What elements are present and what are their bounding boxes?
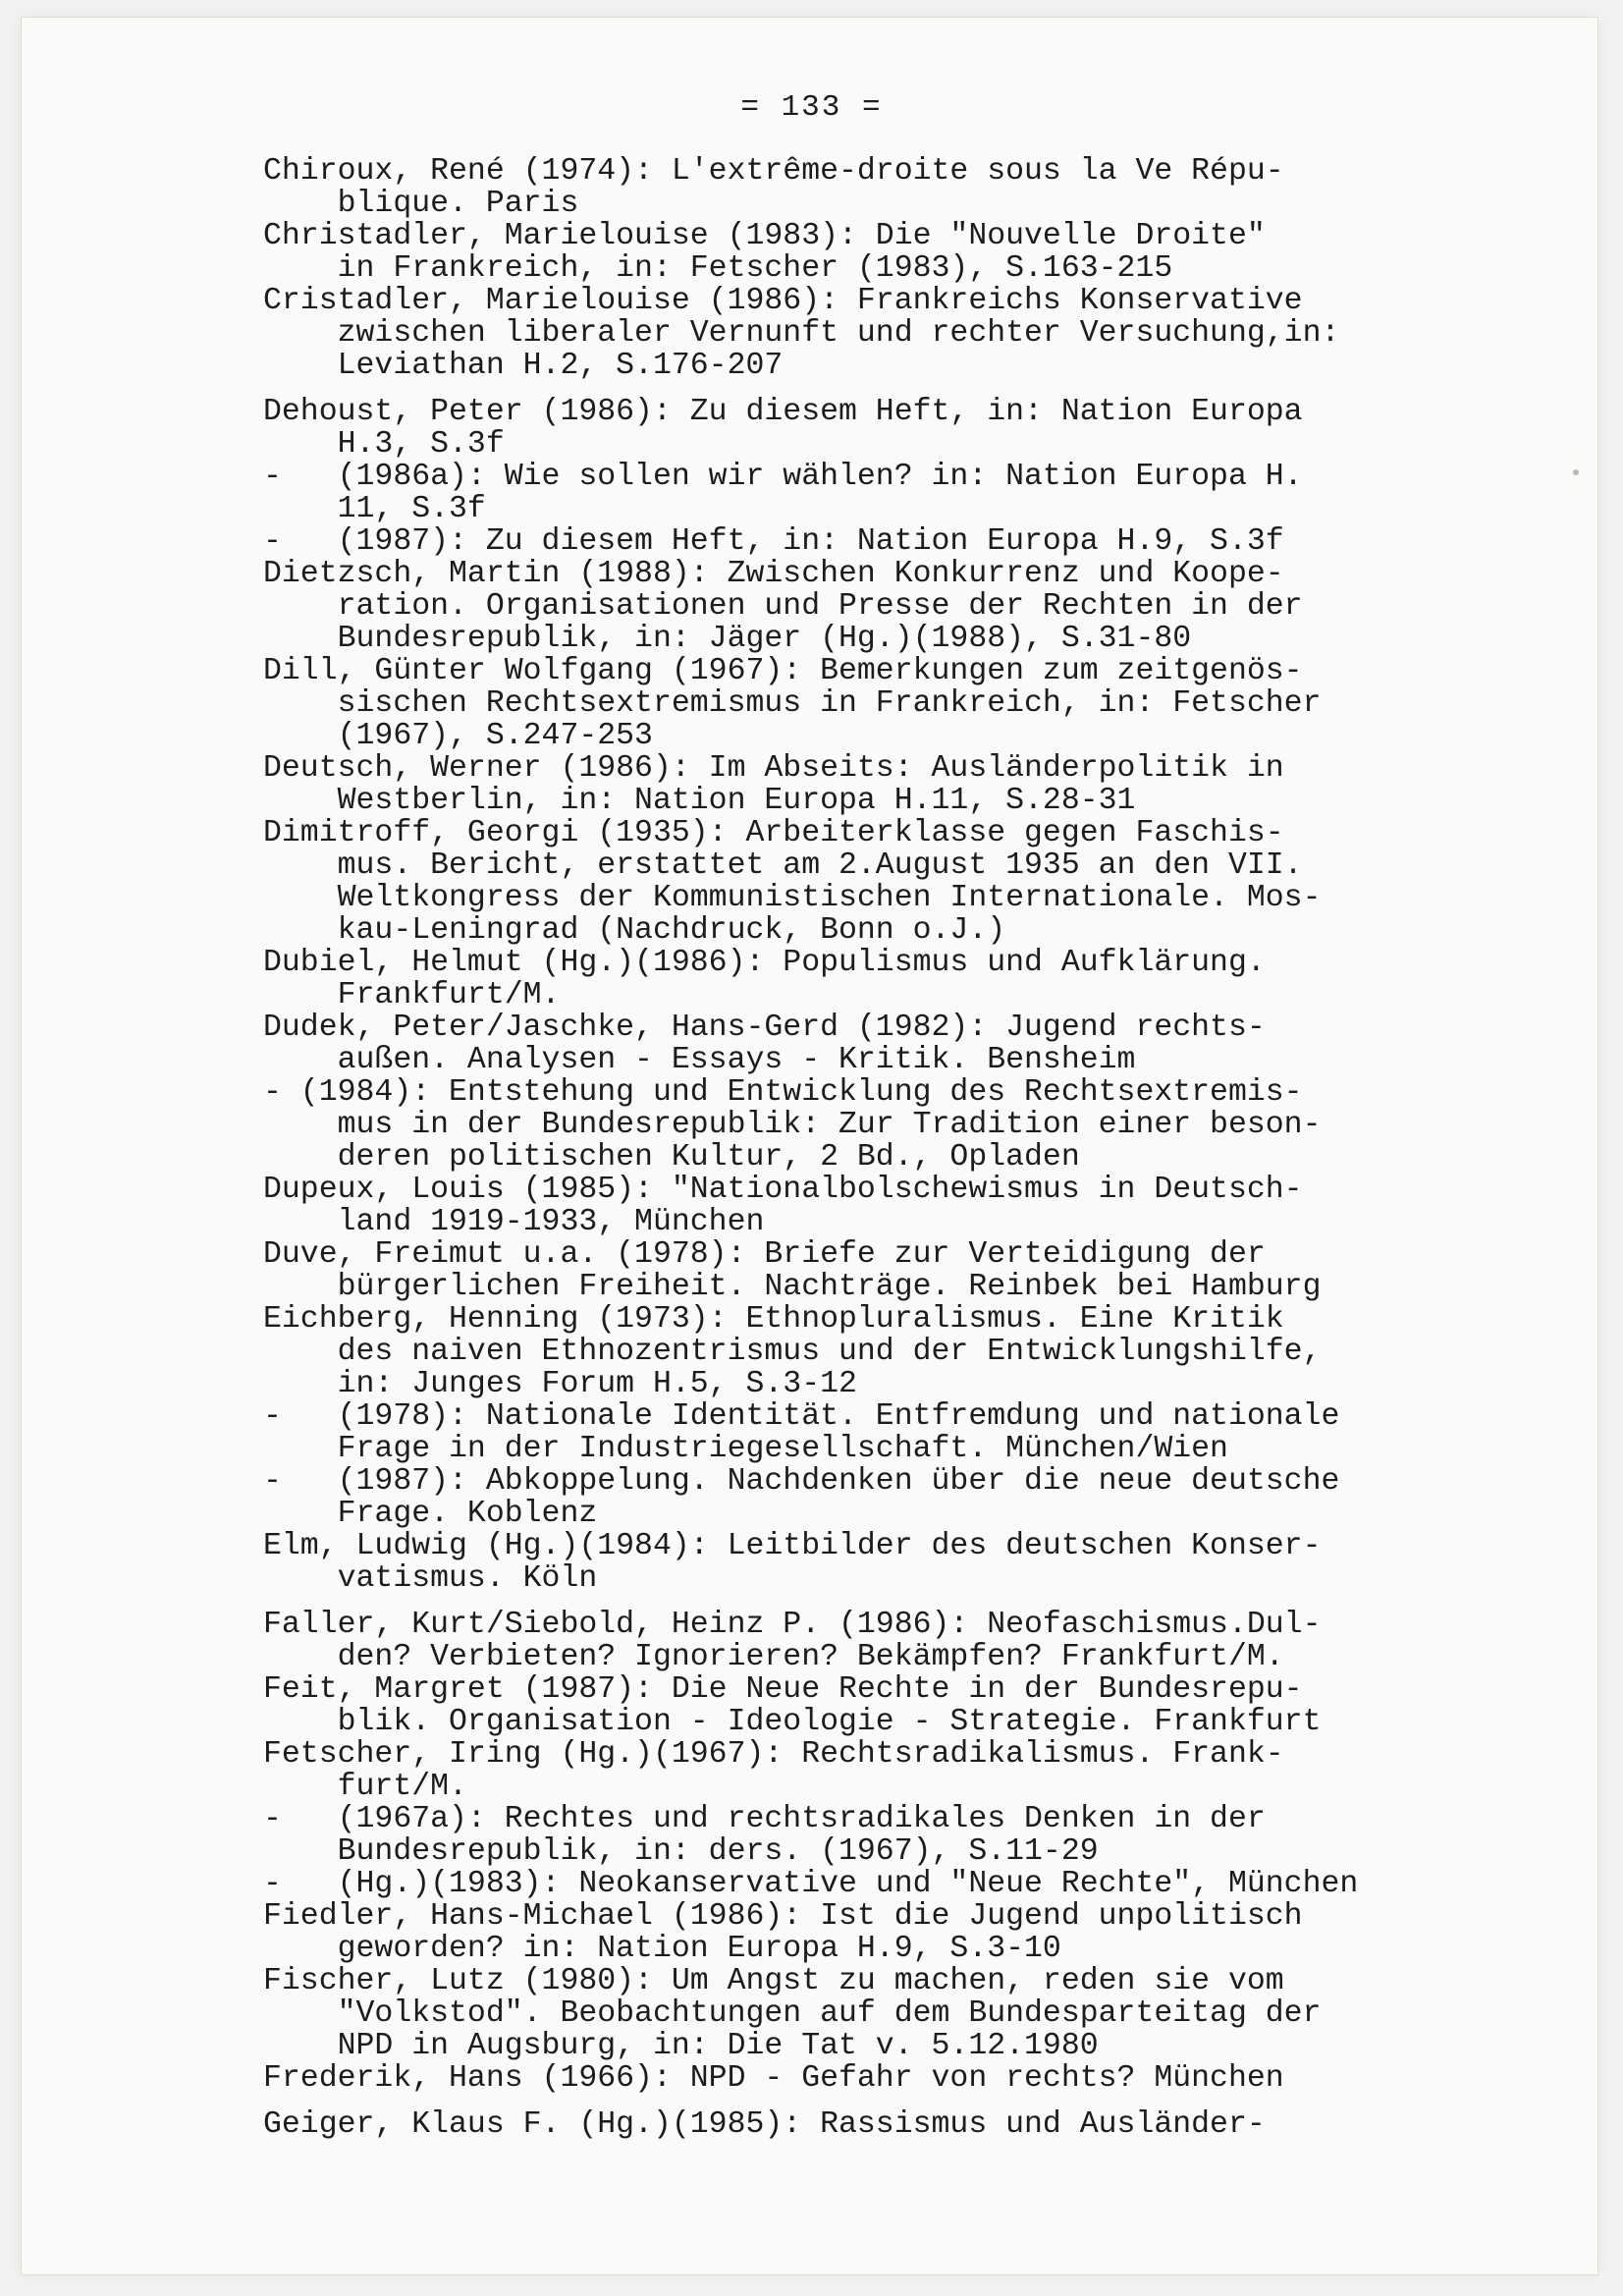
entry-line: NPD in Augsburg, in: Die Tat v. 5.12.1980	[263, 2029, 1099, 2063]
entry-line: Dupeux, Louis (1985): "Nationalbolschewismus in Deutsch-	[263, 1173, 1303, 1207]
entry-line: Frage in der Industriegesellschaft. München/Wien	[263, 1432, 1228, 1466]
entry-line: "Volkstod". Beobachtungen auf dem Bundesparteitag der	[263, 1996, 1322, 2031]
bibliography-entry	[263, 1738, 1422, 1803]
bibliography-entry	[263, 1530, 1422, 1595]
bibliography-entry	[263, 396, 1422, 461]
bibliography-entry	[263, 1673, 1422, 1738]
entry-line: geworden? in: Nation Europa H.9, S.3-10	[263, 1932, 1061, 1966]
entry-line: Duve, Freimut u.a. (1978): Briefe zur Verteidigung der	[263, 1237, 1266, 1272]
entry-line: Feit, Margret (1987): Die Neue Rechte in der Bundesrepu-	[263, 1672, 1303, 1707]
entry-line: Dubiel, Helmut (Hg.)(1986): Populismus und Aufklärung.	[263, 946, 1266, 980]
entry-line: Leviathan H.2, S.176-207	[263, 349, 784, 383]
entry-line: - (1987): Zu diesem Heft, in: Nation Europa H.9, S.3f	[263, 524, 1284, 559]
page-number: = 133 =	[740, 90, 883, 125]
bibliography-entry	[263, 1174, 1422, 1238]
entry-line: ration. Organisationen und Presse der Rechten in der	[263, 589, 1303, 624]
entry-line: Chiroux, René (1974): L'extrême-droite sous la Ve Répu-	[263, 154, 1284, 189]
entry-line: blique. Paris	[263, 187, 579, 221]
bibliography-entry	[263, 1465, 1422, 1530]
entry-line: sischen Rechtsextremismus in Frankreich, in: Fetscher	[263, 686, 1322, 721]
entry-line: Weltkongress der Kommunistischen Internationale. Mos-	[263, 881, 1322, 915]
bibliography-entry	[263, 817, 1422, 947]
entry-line: - (Hg.)(1983): Neokanservative und "Neue Rechte", München	[263, 1867, 1359, 1901]
bibliography-entry	[263, 1803, 1422, 1868]
entry-line: Westberlin, in: Nation Europa H.11, S.28-31	[263, 784, 1136, 818]
entry-line: Dimitroff, Georgi (1935): Arbeiterklasse gegen Faschis-	[263, 816, 1284, 850]
entry-line: Faller, Kurt/Siebold, Heinz P. (1986): Neofaschismus.Dul-	[263, 1608, 1322, 1642]
entry-line: Frage. Koblenz	[263, 1497, 598, 1531]
entry-line: Bundesrepublik, in: Jäger (Hg.)(1988), S.31-80	[263, 622, 1192, 656]
entry-line: bürgerlichen Freiheit. Nachträge. Reinbek bei Hamburg	[263, 1270, 1322, 1304]
bibliography-entry	[263, 1400, 1422, 1465]
bibliography-entry	[263, 1076, 1422, 1174]
entry-line: Fiedler, Hans-Michael (1986): Ist die Jugend unpolitisch	[263, 1899, 1303, 1934]
bibliography-entry	[263, 1868, 1422, 1900]
bibliography-list	[263, 155, 1422, 2141]
entry-line: - (1967a): Rechtes und rechtsradikales Denken in der	[263, 1802, 1266, 1836]
entry-line: land 1919-1933, München	[263, 1205, 765, 1239]
bibliography-entry	[263, 155, 1422, 220]
bibliography-entry	[263, 285, 1422, 382]
bibliography-entry	[263, 461, 1422, 525]
entry-line: Fetscher, Iring (Hg.)(1967): Rechtsradikalismus. Frank-	[263, 1737, 1284, 1772]
entry-line: mus. Bericht, erstattet am 2.August 1935 an den VII.	[263, 848, 1303, 883]
entry-line: den? Verbieten? Ignorieren? Bekämpfen? Frankfurt/M.	[263, 1640, 1284, 1674]
entry-line: furt/M.	[263, 1770, 467, 1804]
entry-line: H.3, S.3f	[263, 427, 505, 462]
entry-line: Cristadler, Marielouise (1986): Frankreichs Konservative	[263, 284, 1303, 318]
bibliography-entry	[263, 752, 1422, 817]
bibliography-entry	[263, 1303, 1422, 1400]
entry-line: kau-Leningrad (Nachdruck, Bonn o.J.)	[263, 913, 1006, 948]
entry-line: in Frankreich, in: Fetscher (1983), S.163-215	[263, 251, 1173, 286]
entry-line: Fischer, Lutz (1980): Um Angst zu machen, reden sie vom	[263, 1964, 1284, 1998]
bibliography-entry	[263, 1011, 1422, 1076]
entry-line: vatismus. Köln	[263, 1561, 598, 1596]
bibliography-entry	[263, 1238, 1422, 1303]
bibliography-entry	[263, 947, 1422, 1011]
entry-line: Geiger, Klaus F. (Hg.)(1985): Rassismus und Ausländer-	[263, 2107, 1266, 2142]
entry-line: Deutsch, Werner (1986): Im Abseits: Ausländerpolitik in	[263, 751, 1284, 786]
entry-line: Frankfurt/M.	[263, 978, 561, 1012]
entry-line: Eichberg, Henning (1973): Ethnopluralismus. Eine Kritik	[263, 1302, 1284, 1337]
bibliography-entry	[263, 2108, 1422, 2141]
bibliography-entry	[263, 1609, 1422, 1673]
bibliography-entry	[263, 525, 1422, 558]
entry-line: Bundesrepublik, in: ders. (1967), S.11-29	[263, 1834, 1099, 1869]
entry-line: - (1984): Entstehung und Entwicklung des Rechtsextremis-	[263, 1075, 1303, 1110]
bibliography-entry	[263, 2062, 1422, 2095]
entry-line: Dill, Günter Wolfgang (1967): Bemerkungen zum zeitgenös-	[263, 654, 1303, 688]
bibliography-entry	[263, 655, 1422, 752]
entry-line: Elm, Ludwig (Hg.)(1984): Leitbilder des deutschen Konser-	[263, 1529, 1322, 1563]
paper-speck	[1573, 469, 1579, 475]
entry-line: in: Junges Forum H.5, S.3-12	[263, 1367, 857, 1401]
entry-line: außen. Analysen - Essays - Kritik. Bensheim	[263, 1043, 1136, 1077]
bibliography-entry	[263, 1900, 1422, 1965]
entry-line: - (1986a): Wie sollen wir wählen? in: Nation Europa H.	[263, 460, 1303, 494]
entry-line: Christadler, Marielouise (1983): Die "Nouvelle Droite"	[263, 219, 1266, 253]
bibliography-entry	[263, 1965, 1422, 2062]
entry-line: mus in der Bundesrepublik: Zur Tradition einer beson-	[263, 1108, 1322, 1142]
entry-line: deren politischen Kultur, 2 Bd., Opladen	[263, 1140, 1080, 1175]
entry-line: - (1978): Nationale Identität. Entfremdung und nationale	[263, 1399, 1340, 1434]
entry-line: - (1987): Abkoppelung. Nachdenken über die neue deutsche	[263, 1464, 1340, 1499]
bibliography-entry	[263, 558, 1422, 655]
entry-line: Dietzsch, Martin (1988): Zwischen Konkurrenz und Koope-	[263, 557, 1284, 591]
entry-line: zwischen liberaler Vernunft und rechter Versuchung,in:	[263, 316, 1340, 351]
entry-line: Dudek, Peter/Jaschke, Hans-Gerd (1982): Jugend rechts-	[263, 1011, 1266, 1045]
bibliography-entry	[263, 220, 1422, 285]
entry-line: des naiven Ethnozentrismus und der Entwicklungshilfe,	[263, 1335, 1322, 1369]
entry-line: Frederik, Hans (1966): NPD - Gefahr von rechts? München	[263, 2061, 1284, 2096]
entry-line: 11, S.3f	[263, 492, 486, 526]
entry-line: (1967), S.247-253	[263, 719, 653, 753]
entry-line: blik. Organisation - Ideologie - Strategie. Frankfurt	[263, 1705, 1322, 1739]
entry-line: Dehoust, Peter (1986): Zu diesem Heft, in: Nation Europa	[263, 395, 1303, 429]
